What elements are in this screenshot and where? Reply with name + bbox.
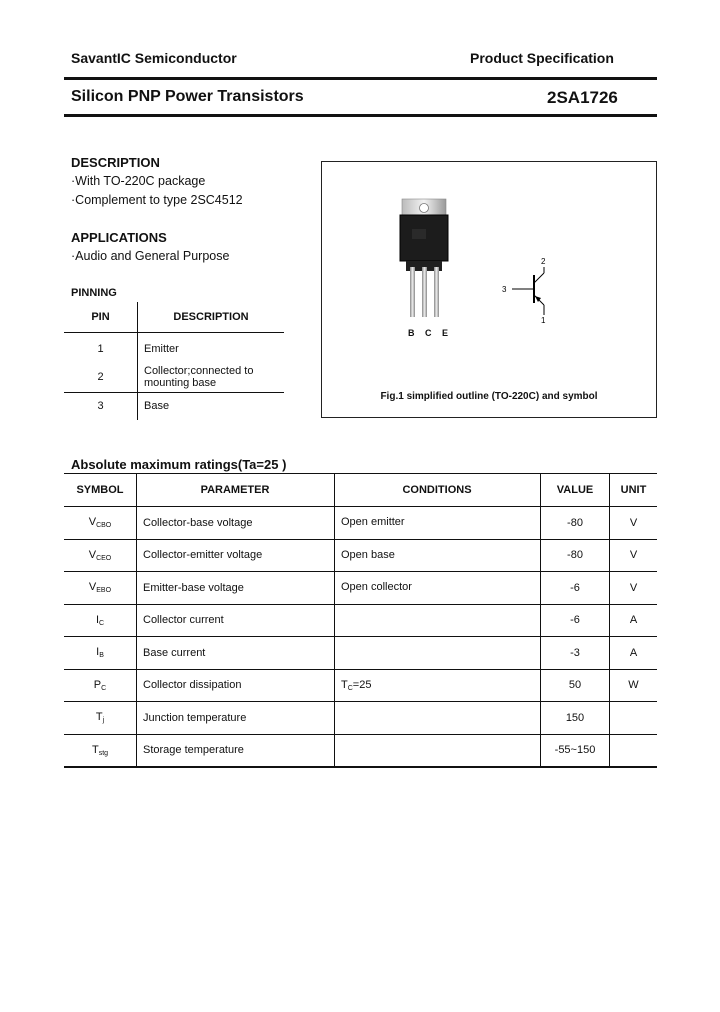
value-header: VALUE xyxy=(541,474,610,507)
parameter-cell: Collector current xyxy=(137,604,335,637)
conditions-cell xyxy=(335,637,541,670)
symbol-header: SYMBOL xyxy=(64,474,137,507)
pinning-heading: PINNING xyxy=(71,287,117,299)
symbol-cell xyxy=(64,669,137,702)
figure-caption: Fig.1 simplified outline (TO-220C) and symbol xyxy=(380,391,598,402)
desc-col-header: DESCRIPTION xyxy=(138,302,285,333)
doc-type: Product Specification xyxy=(470,50,614,66)
unit-cell: A xyxy=(610,604,658,637)
symbol-subscript: stg xyxy=(98,749,109,757)
company-name: SavantIC Semiconductor xyxy=(71,50,237,66)
pin-number: 3 xyxy=(64,392,138,420)
condition-subscript: C xyxy=(347,684,353,692)
condition-text: Open collector xyxy=(341,581,412,594)
pin-description: Base xyxy=(144,400,170,413)
applications-heading: APPLICATIONS xyxy=(71,230,167,245)
condition-tail: =25 xyxy=(352,678,372,691)
unit-cell xyxy=(610,734,658,767)
ratings-title: Absolute maximum ratings(Ta=25 ) xyxy=(71,457,287,472)
parameter-cell: Collector-base voltage xyxy=(137,507,335,540)
table-row xyxy=(64,572,657,605)
symbol-pin-label: 3 xyxy=(502,285,507,294)
part-number: 2SA1726 xyxy=(547,88,618,107)
applications-item: ·Audio and General Purpose xyxy=(71,249,230,263)
unit-cell xyxy=(610,702,658,735)
value-cell: -6 xyxy=(541,572,610,605)
product-line: Silicon PNP Power Transistors xyxy=(71,88,304,105)
symbol-letter: I xyxy=(95,613,99,626)
header-rule xyxy=(64,77,657,80)
symbol-subscript: CEO xyxy=(96,554,112,562)
symbol-cell xyxy=(64,572,137,605)
symbol-subscript: j xyxy=(102,717,105,725)
symbol-letter: V xyxy=(88,581,97,594)
symbol-cell xyxy=(64,539,137,572)
description-item: ·Complement to type 2SC4512 xyxy=(71,193,243,207)
parameter-cell: Emitter-base voltage xyxy=(137,572,335,605)
symbol-cell xyxy=(64,604,137,637)
table-row xyxy=(64,734,657,767)
unit-header: UNIT xyxy=(610,474,658,507)
pnp-transistor-symbol xyxy=(500,253,560,325)
value-cell: -6 xyxy=(541,604,610,637)
unit-cell: A xyxy=(610,637,658,670)
symbol-cell xyxy=(64,734,137,767)
symbol-cell xyxy=(64,507,137,540)
value-cell: -3 xyxy=(541,637,610,670)
parameter-cell: Collector-emitter voltage xyxy=(137,539,335,572)
condition-text: T xyxy=(341,678,348,691)
table-row xyxy=(64,669,657,702)
symbol-letter: T xyxy=(91,743,99,756)
table-row xyxy=(64,702,657,735)
parameter-cell: Collector dissipation xyxy=(137,669,335,702)
symbol-letter: V xyxy=(88,516,97,529)
value-cell: -55~150 xyxy=(541,734,610,767)
conditions-cell xyxy=(335,669,541,702)
value-cell: 150 xyxy=(541,702,610,735)
symbol-subscript: C xyxy=(101,684,107,692)
symbol-letter: T xyxy=(95,711,103,724)
conditions-cell xyxy=(335,604,541,637)
parameter-cell: Base current xyxy=(137,637,335,670)
unit-cell: V xyxy=(610,572,658,605)
pin-number: 1 xyxy=(64,333,138,363)
symbol-cell xyxy=(64,637,137,670)
symbol-subscript: C xyxy=(99,619,105,627)
condition-text: Open base xyxy=(341,548,395,561)
unit-cell: W xyxy=(610,669,658,702)
pin-number: 2 xyxy=(64,362,138,392)
parameter-cell: Storage temperature xyxy=(137,734,335,767)
conditions-cell xyxy=(335,572,541,605)
conditions-cell xyxy=(335,539,541,572)
symbol-subscript: B xyxy=(99,652,104,660)
pin-col-header: PIN xyxy=(64,302,138,333)
description-item: ·With TO-220C package xyxy=(71,174,206,188)
pin-description: Collector;connected to mounting base xyxy=(138,362,285,392)
value-cell: -80 xyxy=(541,507,610,540)
conditions-cell xyxy=(335,702,541,735)
conditions-header: CONDITIONS xyxy=(335,474,541,507)
symbol-letter: I xyxy=(96,646,100,659)
parameter-header: PARAMETER xyxy=(137,474,335,507)
symbol-pin-label: 2 xyxy=(541,257,546,266)
symbol-letter: P xyxy=(93,678,102,691)
value-cell: -80 xyxy=(541,539,610,572)
conditions-cell xyxy=(335,734,541,767)
figure-box xyxy=(321,161,657,418)
description-heading: DESCRIPTION xyxy=(71,155,160,170)
symbol-cell xyxy=(64,702,137,735)
table-row xyxy=(64,637,657,670)
to220-package-image xyxy=(390,195,460,325)
conditions-cell xyxy=(335,507,541,540)
table-row xyxy=(64,539,657,572)
pin-description: Emitter xyxy=(144,343,179,355)
table-row xyxy=(64,604,657,637)
table-row xyxy=(64,507,657,540)
value-cell: 50 xyxy=(541,669,610,702)
lead-labels: B C E xyxy=(408,328,453,338)
parameter-cell: Junction temperature xyxy=(137,702,335,735)
unit-cell: V xyxy=(610,507,658,540)
symbol-letter: V xyxy=(88,548,97,561)
symbol-subscript: CBO xyxy=(96,522,112,530)
symbol-subscript: EBO xyxy=(96,587,112,595)
symbol-pin-label: 1 xyxy=(541,316,546,325)
unit-cell: V xyxy=(610,539,658,572)
title-rule xyxy=(64,114,657,117)
condition-text: Open emitter xyxy=(341,516,405,529)
ratings-table xyxy=(64,473,657,768)
pinning-table xyxy=(64,302,284,420)
